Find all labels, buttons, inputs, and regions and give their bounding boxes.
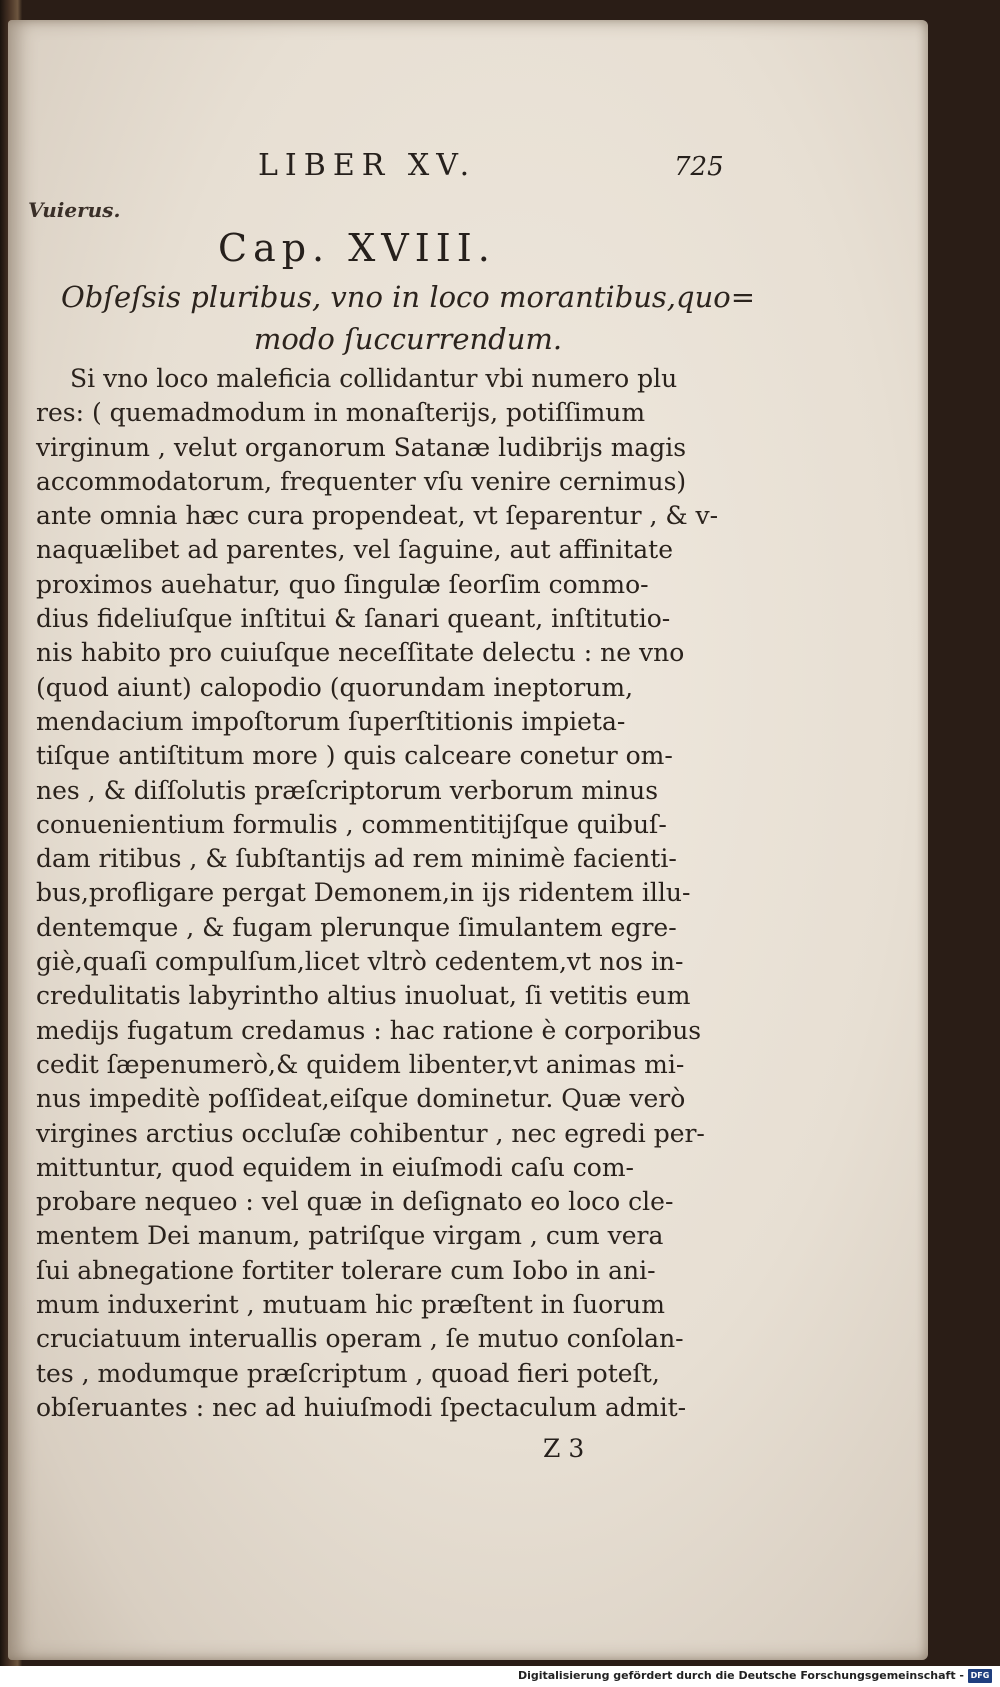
text-line: mum induxerint , mutuam hic præſtent in ſuorum (36, 1290, 665, 1320)
text-line: Si vno loco maleficia collidantur vbi numero plu (70, 364, 678, 393)
text-line: conuenientium formulis , commentitijſque quibuſ- (36, 809, 667, 839)
text-line: dentemque , & fugam plerunque ſimulantem egre- (36, 912, 677, 942)
digitization-footer (0, 1666, 1000, 1687)
footer-credit: Digitalisierung gefördert durch die Deutsche Forschungsgemeinschaft - (517, 1669, 964, 1682)
text-line: ante omnia hæc cura propendeat, vt ſeparentur , & v- (36, 501, 719, 531)
text-line: naquælibet ad parentes, vel ſaguine, aut affinitate (36, 535, 674, 565)
text-line: mentem Dei manum, patriſque virgam , cum vera (36, 1221, 664, 1251)
text-line: mittuntur, quod equidem in eiuſmodi caſu com- (36, 1152, 634, 1182)
text-line: medijs fugatum credamus : hac ratione è corporibus (36, 1015, 702, 1045)
text-line: nes , & diſſolutis præſcriptorum verborum minus (36, 775, 659, 805)
chapter-heading: Cap. XVIII. (218, 226, 496, 270)
dfg-logo-icon: DFG (968, 1669, 992, 1683)
text-line: nis habito pro cuiuſque neceſſitate delectu : ne vno (36, 638, 685, 668)
text-line: cruciatuum interuallis operam , ſe mutuo conſolan- (36, 1324, 684, 1354)
margin-note: Vuierus. (28, 198, 121, 222)
text-line: nus impeditè poſſideat,eiſque dominetur. Quæ verò (36, 1084, 686, 1114)
text-line: tes , modumque præſcriptum , quoad fieri poteſt, (36, 1358, 660, 1388)
body-text (36, 362, 726, 1425)
text-line: dius fideliuſque inſtitui & ſanari queant, inſtitutio- (36, 604, 671, 634)
text-line: ſui abnegatione fortiter tolerare cum Iobo in ani- (36, 1255, 656, 1285)
text-line: probare nequeo : vel quæ in deſignato eo loco cle- (36, 1187, 674, 1217)
text-line: virgines arctius occluſæ cohibentur , nec egredi per- (36, 1118, 705, 1148)
text-line: credulitatis labyrintho altius inuoluat, ſi vetitis eum (36, 981, 691, 1011)
text-line: proximos auehatur, quo ſingulæ ſeorſim commo- (36, 569, 649, 599)
text-line: res: ( quemadmodum in monaſterijs, potiſſimum (36, 398, 646, 428)
book-page (8, 20, 928, 1660)
text-line: tiſque antiſtitum more ) quis calceare conetur om- (36, 741, 673, 771)
text-line: (quod aiunt) calopodio (quorundam ineptorum, (36, 672, 634, 702)
text-line: accommodatorum, frequenter vſu venire cernimus) (36, 466, 687, 496)
page-number: 725 (674, 152, 724, 182)
text-line: dam ritibus , & ſubſtantijs ad rem minimè facienti- (36, 844, 677, 874)
text-line: cedit ſæpenumerò,& quidem libenter,vt animas mi- (36, 1049, 685, 1079)
text-line: virginum , velut organorum Satanæ ludibrijs magis (36, 432, 687, 462)
signature-mark: Z 3 (543, 1434, 585, 1463)
text-line: bus,profligare pergat Demonem,in ijs ridentem illu- (36, 878, 691, 908)
running-head: LIBER XV. (258, 148, 477, 183)
text-line: obſeruantes : nec ad huiuſmodi ſpectaculum admit- (36, 1392, 687, 1422)
text-line: giè,quaſi compulſum,licet vltrò cedentem,vt nos in- (36, 947, 684, 977)
chapter-title: Obſeſsis pluribus, vno in loco morantibus,quo= modo ſuccurrendum. (60, 280, 756, 356)
text-line: mendacium impoſtorum ſuperſtitionis impieta- (36, 706, 626, 736)
